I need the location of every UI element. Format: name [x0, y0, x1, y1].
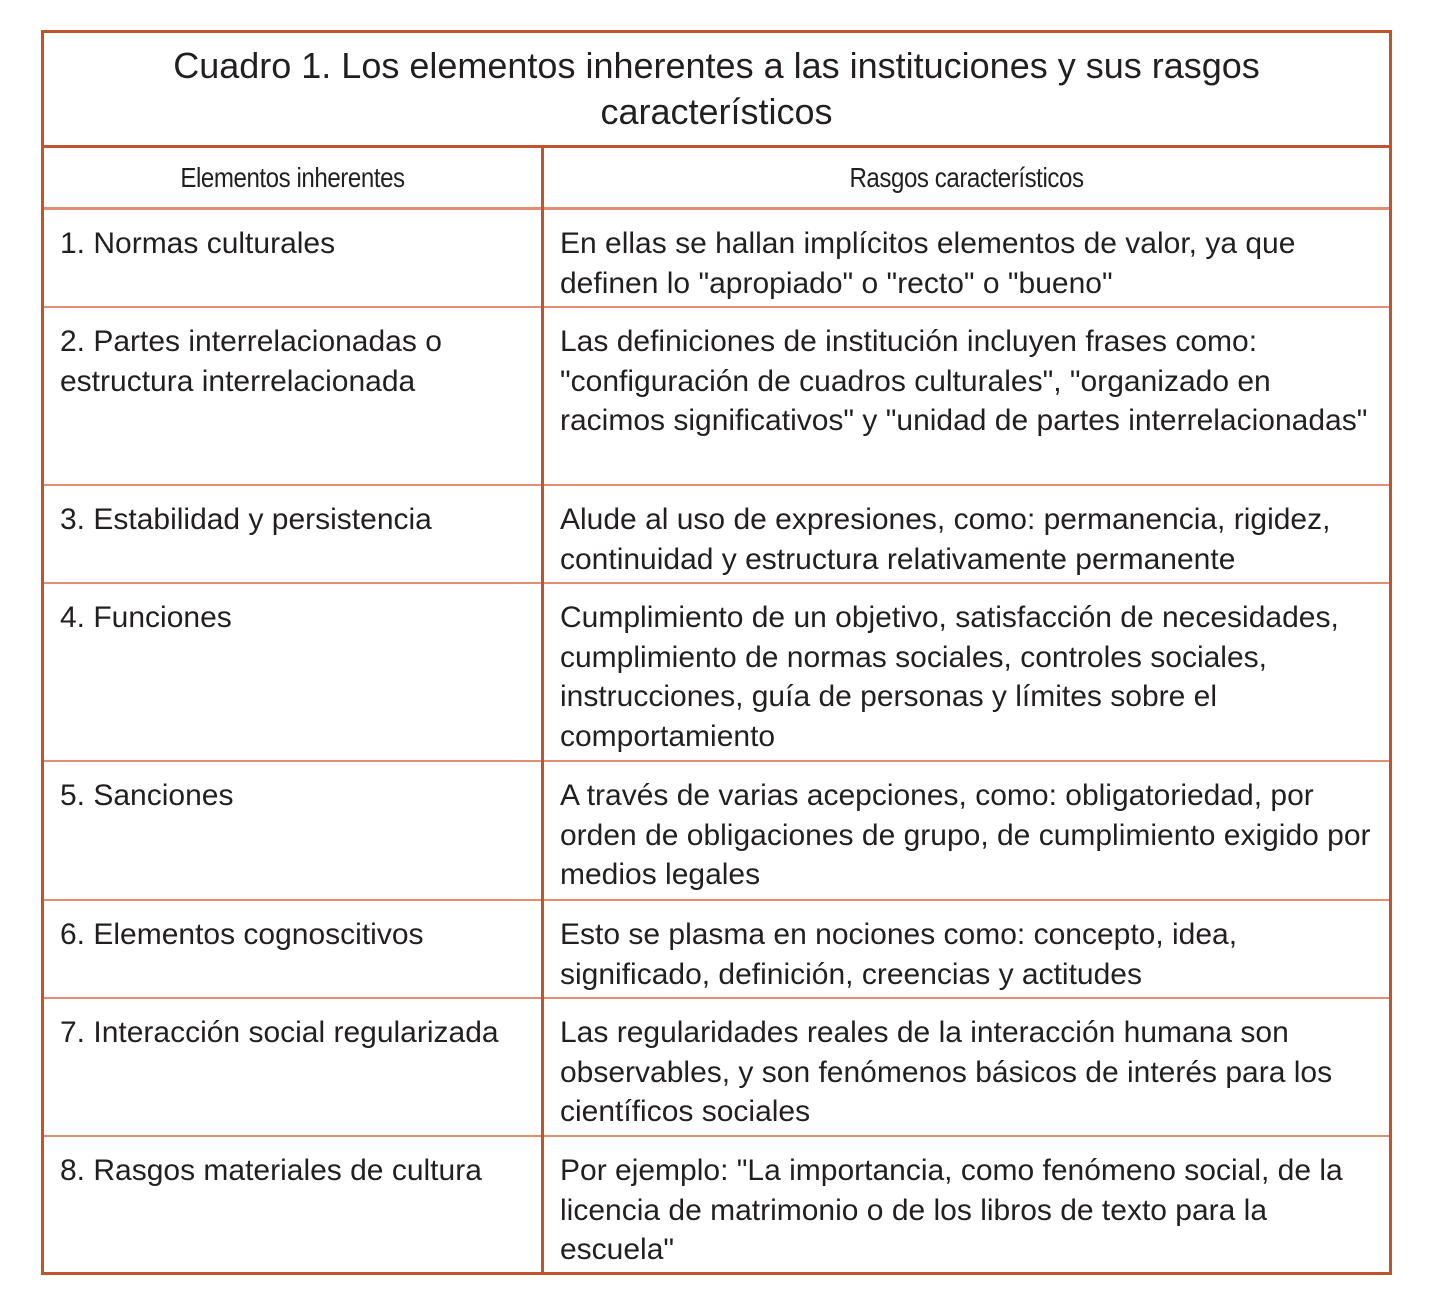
column-divider [541, 148, 544, 1272]
table-title: Cuadro 1. Los elementos inherentes a las instituciones y sus rasgos característicos [173, 45, 1260, 132]
table-header-row [44, 148, 1389, 210]
table-title-cell [44, 33, 1389, 148]
trait-cell: Alude al uso de expresiones, como: permanencia, rigidez, continuidad y estructura relativamente permanente [560, 503, 1331, 576]
column-header-traits: Rasgos característicos [849, 161, 1084, 193]
trait-cell: En ellas se hallan implícitos elementos de valor, ya que definen lo "apropiado" o "recto" o "bueno" [560, 227, 1296, 300]
table-row [44, 999, 1389, 1137]
column-header-elements: Elementos inherentes [180, 161, 405, 193]
element-cell: 8. Rasgos materiales de cultura [60, 1154, 482, 1187]
element-cell: 2. Partes interrelacionadas o estructura interrelacionada [60, 325, 442, 398]
element-cell: 3. Estabilidad y persistencia [60, 503, 432, 536]
element-cell: 1. Normas culturales [60, 227, 336, 260]
table-row [44, 762, 1389, 901]
table-row [44, 901, 1389, 999]
element-cell: 7. Interacción social regularizada [60, 1016, 499, 1049]
table-row [44, 210, 1389, 308]
element-cell: 6. Elementos cognoscitivos [60, 918, 424, 951]
table-row [44, 1137, 1389, 1272]
table-row [44, 486, 1389, 584]
table-row [44, 308, 1389, 486]
trait-cell: A través de varias acepciones, como: obligatoriedad, por orden de obligaciones de grupo, de cumplimiento exigido por medios legales [560, 779, 1371, 891]
trait-cell: Por ejemplo: "La importancia, como fenómeno social, de la licencia de matrimonio o de los libros de texto para la escuela" [560, 1154, 1343, 1266]
trait-cell: Esto se plasma en nociones como: concepto, idea, significado, definición, creencias y actitudes [560, 918, 1238, 991]
table-body [44, 148, 1389, 1272]
trait-cell: Las definiciones de institución incluyen frases como: "configuración de cuadros culturales", "organizado en racimos significativos" y "unidad de partes interrelacionadas" [560, 325, 1368, 437]
element-cell: 5. Sanciones [60, 779, 234, 812]
institutions-table [41, 30, 1392, 1275]
trait-cell: Cumplimiento de un objetivo, satisfacción de necesidades, cumplimiento de normas sociales, controles sociales, instrucciones, guía de personas y límites sobre el comportamiento [560, 601, 1339, 753]
table-row [44, 584, 1389, 762]
element-cell: 4. Funciones [60, 601, 232, 634]
trait-cell: Las regularidades reales de la interacción humana son observables, y son fenómenos básicos de interés para los científicos sociales [560, 1016, 1333, 1128]
